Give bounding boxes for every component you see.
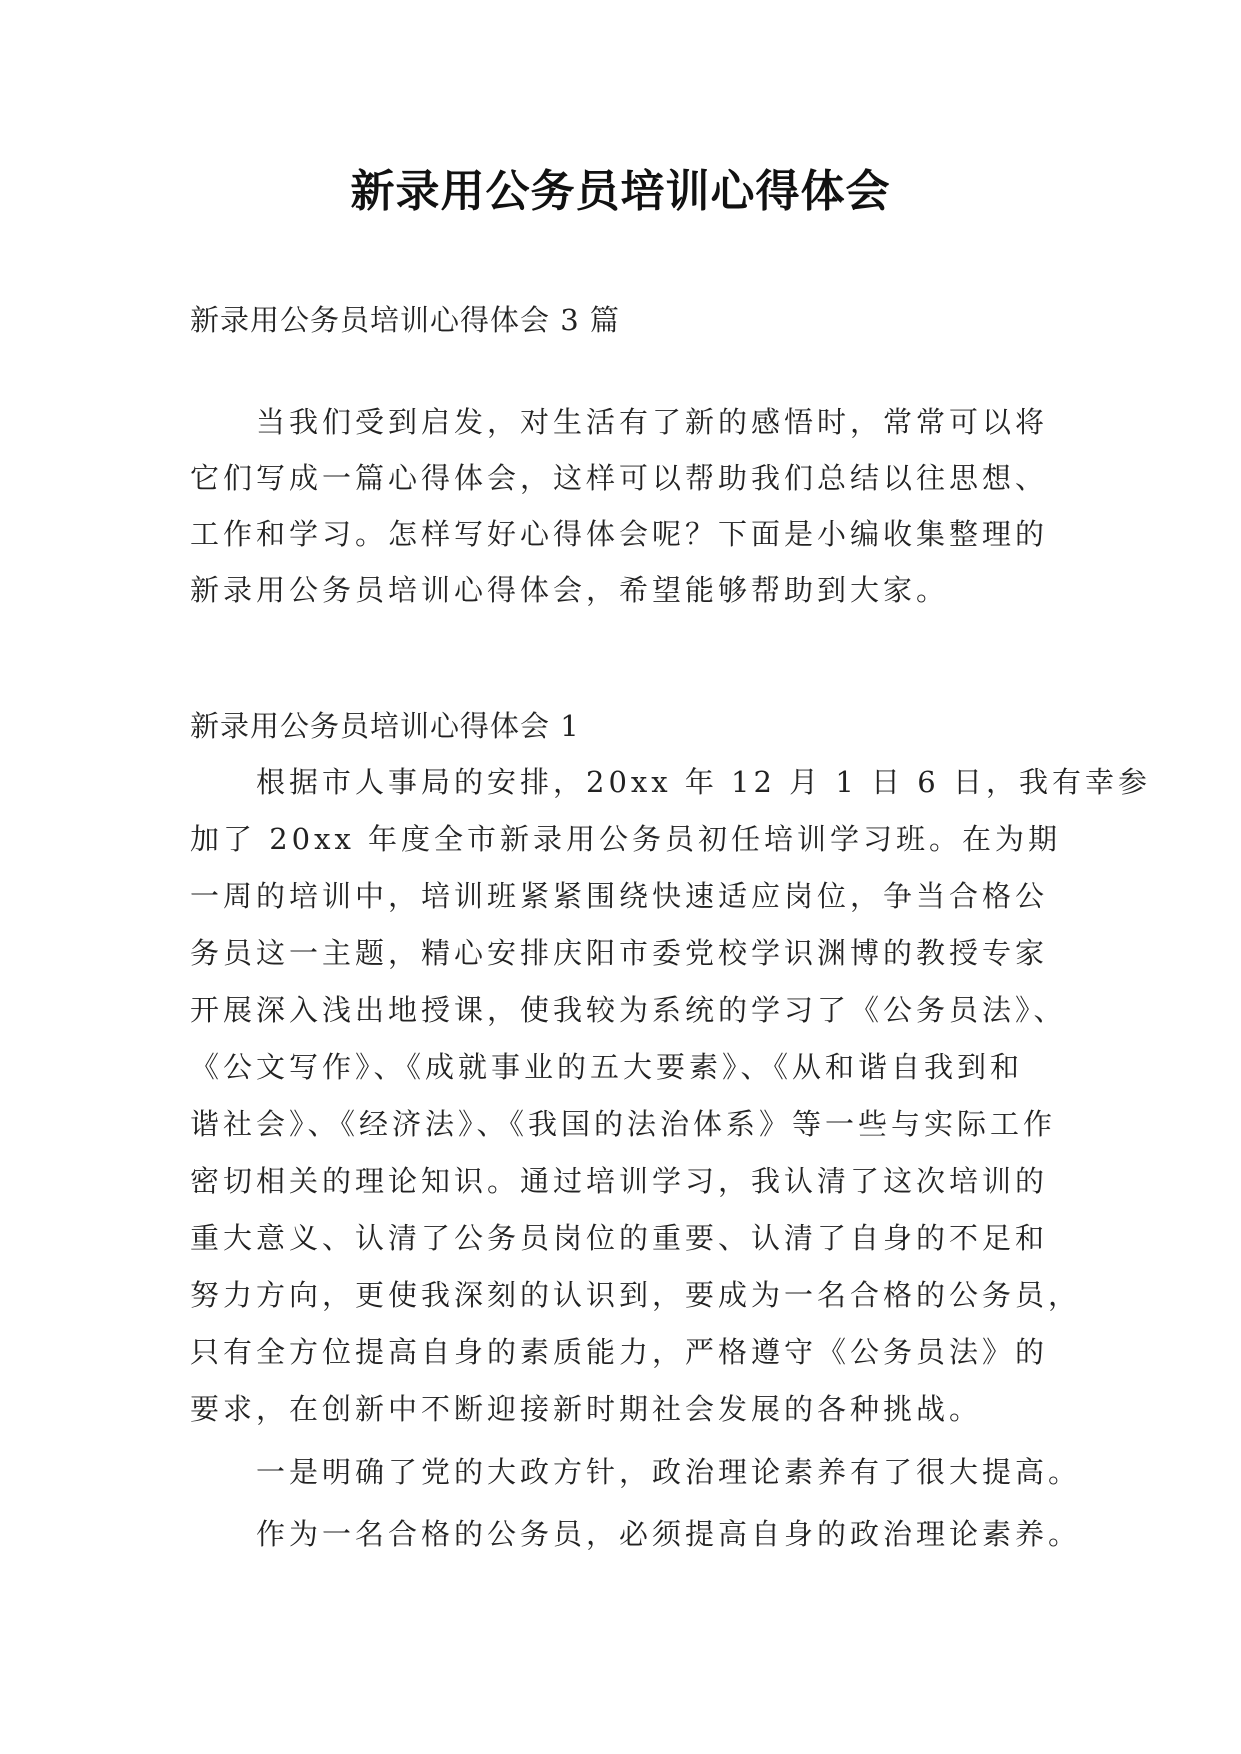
body-line: 加了 20xx 年度全市新录用公务员初任培训学习班。在为期 (190, 822, 1062, 856)
body-line: 重大意义、认清了公务员岗位的重要、认清了自身的不足和 (190, 1221, 1049, 1255)
body-line: 开展深入浅出地授课，使我较为系统的学习了《公务员法》、 (190, 993, 1067, 1027)
body-line: 一是明确了党的大政方针，政治理论素养有了很大提高。 (256, 1455, 1082, 1489)
body-line: 《公文写作》、《成就事业的五大要素》、《从和谐自我到和 (190, 1050, 1024, 1084)
intro-line: 新录用公务员培训心得体会，希望能够帮助到大家。 (190, 573, 950, 607)
intro-line: 工作和学习。怎样写好心得体会呢？下面是小编收集整理的 (190, 517, 1049, 551)
body-line: 要求，在创新中不断迎接新时期社会发展的各种挑战。 (190, 1392, 983, 1426)
body-line: 根据市人事局的安排，20xx 年 12 月 1 日 6 日，我有幸参 (256, 765, 1151, 799)
body-line: 作为一名合格的公务员，必须提高自身的政治理论素养。 (256, 1517, 1082, 1551)
intro-line: 它们写成一篇心得体会，这样可以帮助我们总结以往思想、 (190, 461, 1049, 495)
body-line: 努力方向，更使我深刻的认识到，要成为一名合格的公务员， (190, 1278, 1082, 1312)
body-line: 只有全方位提高自身的素质能力，严格遵守《公务员法》的 (190, 1335, 1049, 1369)
document-subtitle: 新录用公务员培训心得体会 3 篇 (190, 303, 620, 337)
body-line: 密切相关的理论知识。通过培训学习，我认清了这次培训的 (190, 1164, 1049, 1198)
body-line: 务员这一主题，精心安排庆阳市委党校学识渊博的教授专家 (190, 936, 1049, 970)
intro-line: 当我们受到启发，对生活有了新的感悟时，常常可以将 (256, 405, 1049, 439)
body-line: 一周的培训中，培训班紧紧围绕快速适应岗位，争当合格公 (190, 879, 1049, 913)
section-heading: 新录用公务员培训心得体会 1 (190, 709, 580, 743)
page-title: 新录用公务员培训心得体会 (350, 166, 891, 217)
body-line: 谐社会》、《经济法》、《我国的法治体系》等一些与实际工作 (190, 1107, 1057, 1141)
